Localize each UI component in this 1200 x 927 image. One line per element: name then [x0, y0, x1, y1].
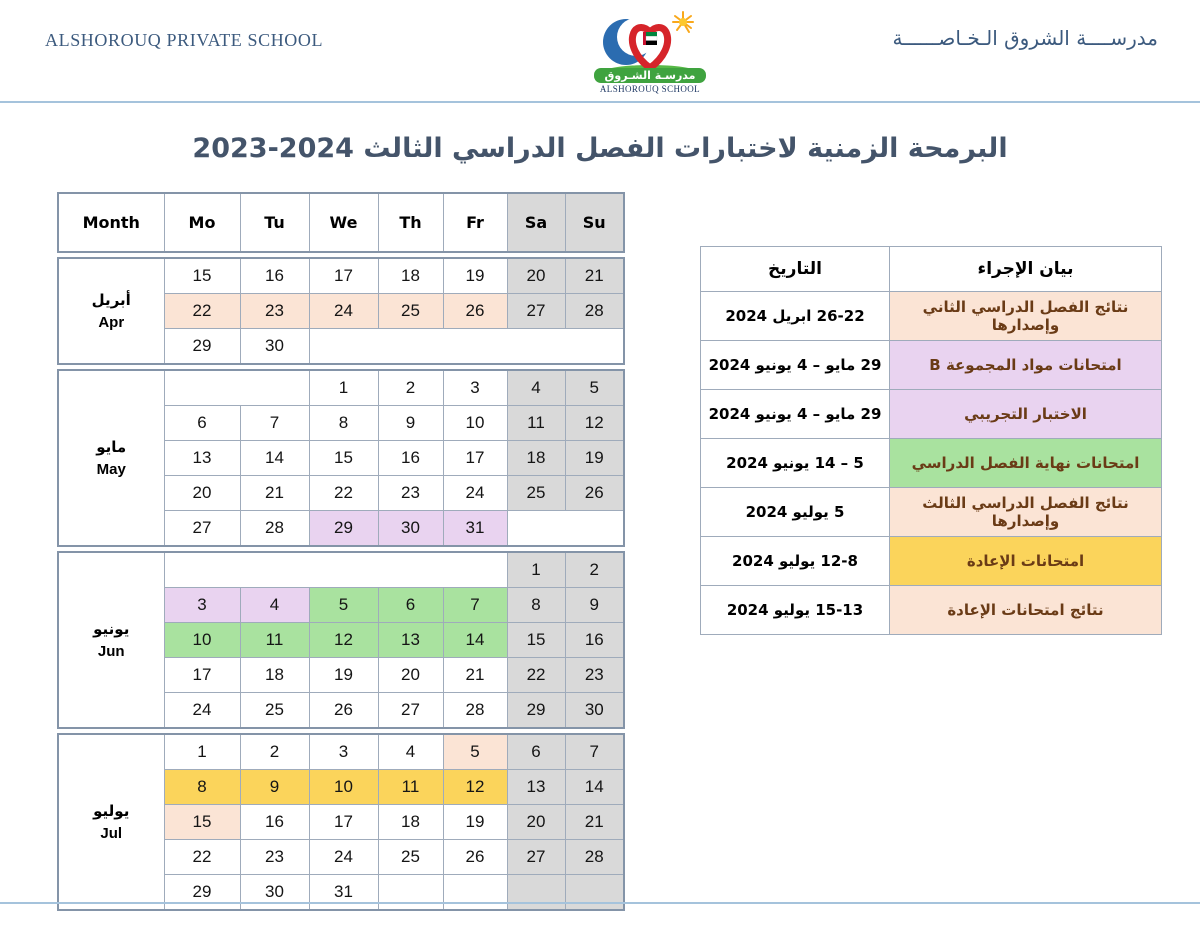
day-jul-22: 22 — [164, 840, 240, 875]
day-apr-18: 18 — [378, 258, 443, 294]
day-jul-10: 10 — [309, 770, 378, 805]
day-empty — [164, 552, 507, 588]
day-apr-24: 24 — [309, 294, 378, 329]
day-may-16: 16 — [378, 441, 443, 476]
day-may-14: 14 — [240, 441, 309, 476]
month-name-english: Apr — [98, 314, 125, 331]
day-jun-10: 10 — [164, 623, 240, 658]
day-empty — [507, 875, 565, 911]
day-jul-21: 21 — [565, 805, 624, 840]
day-header-mo: Mo — [164, 193, 240, 252]
day-jun-2: 2 — [565, 552, 624, 588]
day-header-sa: Sa — [507, 193, 565, 252]
day-jul-28: 28 — [565, 840, 624, 875]
month-table-jun — [57, 551, 625, 729]
legend-header-row — [701, 247, 1162, 292]
day-jul-12: 12 — [443, 770, 507, 805]
legend-header-action: بيان الإجراء — [890, 247, 1162, 292]
day-may-4: 4 — [507, 370, 565, 406]
day-jul-4: 4 — [378, 734, 443, 770]
day-jun-26: 26 — [309, 693, 378, 729]
legend-row — [701, 488, 1162, 537]
day-may-6: 6 — [164, 406, 240, 441]
day-may-17: 17 — [443, 441, 507, 476]
day-jul-13: 13 — [507, 770, 565, 805]
day-may-9: 9 — [378, 406, 443, 441]
legend-body — [701, 247, 1162, 635]
day-jun-30: 30 — [565, 693, 624, 729]
month-label-apr — [58, 258, 164, 364]
legend-action: نتائج امتحانات الإعادة — [890, 586, 1162, 635]
legend-date: 29 مايو – 4 يونيو 2024 — [701, 341, 890, 390]
month-table-may — [57, 369, 625, 547]
day-jul-5: 5 — [443, 734, 507, 770]
day-jul-2: 2 — [240, 734, 309, 770]
day-jun-18: 18 — [240, 658, 309, 693]
day-may-24: 24 — [443, 476, 507, 511]
day-header-su: Su — [565, 193, 624, 252]
day-jun-22: 22 — [507, 658, 565, 693]
day-may-28: 28 — [240, 511, 309, 547]
month-name-english: Jul — [100, 825, 123, 842]
day-may-1: 1 — [309, 370, 378, 406]
legend-action: الاختبار التجريبي — [890, 390, 1162, 439]
document-header — [0, 0, 1200, 103]
day-jun-6: 6 — [378, 588, 443, 623]
month-table-jul — [57, 733, 625, 911]
legend-date: 5 – 14 يونيو 2024 — [701, 439, 890, 488]
logo-arabic-text: مدرسـة الشـروق — [594, 68, 706, 83]
day-apr-28: 28 — [565, 294, 624, 329]
day-empty — [565, 875, 624, 911]
school-name-arabic: مدرســــة الشروق الـخـاصــــــة — [892, 26, 1158, 50]
day-may-30: 30 — [378, 511, 443, 547]
day-empty — [164, 370, 309, 406]
legend-row — [701, 292, 1162, 341]
day-apr-19: 19 — [443, 258, 507, 294]
day-jun-4: 4 — [240, 588, 309, 623]
legend-date: 29 مايو – 4 يونيو 2024 — [701, 390, 890, 439]
day-may-7: 7 — [240, 406, 309, 441]
day-empty — [309, 329, 624, 365]
day-may-22: 22 — [309, 476, 378, 511]
legend-row — [701, 537, 1162, 586]
month-table-apr — [57, 257, 625, 365]
day-may-8: 8 — [309, 406, 378, 441]
day-jun-24: 24 — [164, 693, 240, 729]
day-apr-29: 29 — [164, 329, 240, 365]
legend-date: 15-13 يوليو 2024 — [701, 586, 890, 635]
month-label-jun — [58, 552, 164, 728]
day-jun-21: 21 — [443, 658, 507, 693]
day-jun-9: 9 — [565, 588, 624, 623]
day-jun-27: 27 — [378, 693, 443, 729]
month-name-english: May — [96, 461, 126, 478]
day-may-27: 27 — [164, 511, 240, 547]
school-name-english: ALSHOROUQ PRIVATE SCHOOL — [45, 30, 324, 50]
month-label-jul — [58, 734, 164, 910]
day-may-10: 10 — [443, 406, 507, 441]
day-may-3: 3 — [443, 370, 507, 406]
day-jul-15: 15 — [164, 805, 240, 840]
day-jul-3: 3 — [309, 734, 378, 770]
day-may-18: 18 — [507, 441, 565, 476]
day-jul-25: 25 — [378, 840, 443, 875]
legend-date: 26-22 ابريل 2024 — [701, 292, 890, 341]
day-jul-27: 27 — [507, 840, 565, 875]
day-jul-23: 23 — [240, 840, 309, 875]
legend-action: نتائج الفصل الدراسي الثاني وإصدارها — [890, 292, 1162, 341]
day-may-29: 29 — [309, 511, 378, 547]
month-name-arabic: أبريل — [91, 291, 131, 309]
day-jun-17: 17 — [164, 658, 240, 693]
day-apr-23: 23 — [240, 294, 309, 329]
day-header-tu: Tu — [240, 193, 309, 252]
month-label-may — [58, 370, 164, 546]
day-header-we: We — [309, 193, 378, 252]
day-jun-1: 1 — [507, 552, 565, 588]
day-header-fr: Fr — [443, 193, 507, 252]
day-header-month: Month — [58, 193, 164, 252]
logo-english-text: ALSHOROUQ SCHOOL — [599, 84, 701, 94]
day-apr-27: 27 — [507, 294, 565, 329]
day-may-20: 20 — [164, 476, 240, 511]
day-jun-29: 29 — [507, 693, 565, 729]
day-jul-7: 7 — [565, 734, 624, 770]
month-name-arabic: مايو — [96, 438, 127, 456]
day-jun-20: 20 — [378, 658, 443, 693]
day-jul-20: 20 — [507, 805, 565, 840]
day-jun-13: 13 — [378, 623, 443, 658]
uae-flag-icon — [643, 32, 657, 45]
day-header-th: Th — [378, 193, 443, 252]
day-empty — [443, 875, 507, 911]
day-apr-21: 21 — [565, 258, 624, 294]
calendar — [57, 192, 629, 915]
day-apr-17: 17 — [309, 258, 378, 294]
day-jul-31: 31 — [309, 875, 378, 911]
day-apr-25: 25 — [378, 294, 443, 329]
legend-row — [701, 586, 1162, 635]
legend-action: امتحانات الإعادة — [890, 537, 1162, 586]
day-jul-1: 1 — [164, 734, 240, 770]
day-jul-19: 19 — [443, 805, 507, 840]
day-apr-26: 26 — [443, 294, 507, 329]
day-apr-15: 15 — [164, 258, 240, 294]
day-jul-9: 9 — [240, 770, 309, 805]
day-may-26: 26 — [565, 476, 624, 511]
legend-table — [700, 246, 1162, 635]
day-jun-25: 25 — [240, 693, 309, 729]
calendar-header-table — [57, 192, 625, 253]
month-name-arabic: يونيو — [93, 620, 130, 638]
page-title: البرمحة الزمنية لاختبارات الفصل الدراسي الثالث 2024-2023 — [192, 133, 1008, 164]
footer-rule — [0, 902, 1200, 904]
legend-row — [701, 439, 1162, 488]
day-jul-30: 30 — [240, 875, 309, 911]
day-jul-14: 14 — [565, 770, 624, 805]
day-may-5: 5 — [565, 370, 624, 406]
day-jul-6: 6 — [507, 734, 565, 770]
day-may-15: 15 — [309, 441, 378, 476]
day-jun-19: 19 — [309, 658, 378, 693]
day-apr-22: 22 — [164, 294, 240, 329]
day-may-31: 31 — [443, 511, 507, 547]
day-may-19: 19 — [565, 441, 624, 476]
day-jun-8: 8 — [507, 588, 565, 623]
day-jun-12: 12 — [309, 623, 378, 658]
day-may-13: 13 — [164, 441, 240, 476]
day-may-21: 21 — [240, 476, 309, 511]
day-jul-29: 29 — [164, 875, 240, 911]
day-empty — [378, 875, 443, 911]
day-jun-14: 14 — [443, 623, 507, 658]
day-may-25: 25 — [507, 476, 565, 511]
day-jul-8: 8 — [164, 770, 240, 805]
day-jul-26: 26 — [443, 840, 507, 875]
day-jun-28: 28 — [443, 693, 507, 729]
day-jul-24: 24 — [309, 840, 378, 875]
day-apr-16: 16 — [240, 258, 309, 294]
day-apr-30: 30 — [240, 329, 309, 365]
day-empty — [507, 511, 624, 547]
day-jun-15: 15 — [507, 623, 565, 658]
day-jul-17: 17 — [309, 805, 378, 840]
day-jul-16: 16 — [240, 805, 309, 840]
legend-header-date: التاريخ — [701, 247, 890, 292]
month-name-arabic: يوليو — [93, 802, 130, 820]
legend-row — [701, 341, 1162, 390]
day-apr-20: 20 — [507, 258, 565, 294]
day-jun-11: 11 — [240, 623, 309, 658]
day-jul-11: 11 — [378, 770, 443, 805]
legend-date: 12-8 يوليو 2024 — [701, 537, 890, 586]
calendar-months — [57, 257, 629, 911]
day-jun-5: 5 — [309, 588, 378, 623]
legend-date: 5 يوليو 2024 — [701, 488, 890, 537]
school-logo — [583, 4, 717, 94]
month-name-english: Jun — [97, 643, 125, 660]
day-may-23: 23 — [378, 476, 443, 511]
day-jun-7: 7 — [443, 588, 507, 623]
day-jun-16: 16 — [565, 623, 624, 658]
day-may-2: 2 — [378, 370, 443, 406]
day-jun-3: 3 — [164, 588, 240, 623]
legend-action: نتائج الفصل الدراسي الثالث وإصدارها — [890, 488, 1162, 537]
day-jun-23: 23 — [565, 658, 624, 693]
legend-action: امتحانات مواد المجموعة B — [890, 341, 1162, 390]
day-may-11: 11 — [507, 406, 565, 441]
legend-action: امتحانات نهاية الفصل الدراسي — [890, 439, 1162, 488]
day-jul-18: 18 — [378, 805, 443, 840]
day-may-12: 12 — [565, 406, 624, 441]
legend-row — [701, 390, 1162, 439]
